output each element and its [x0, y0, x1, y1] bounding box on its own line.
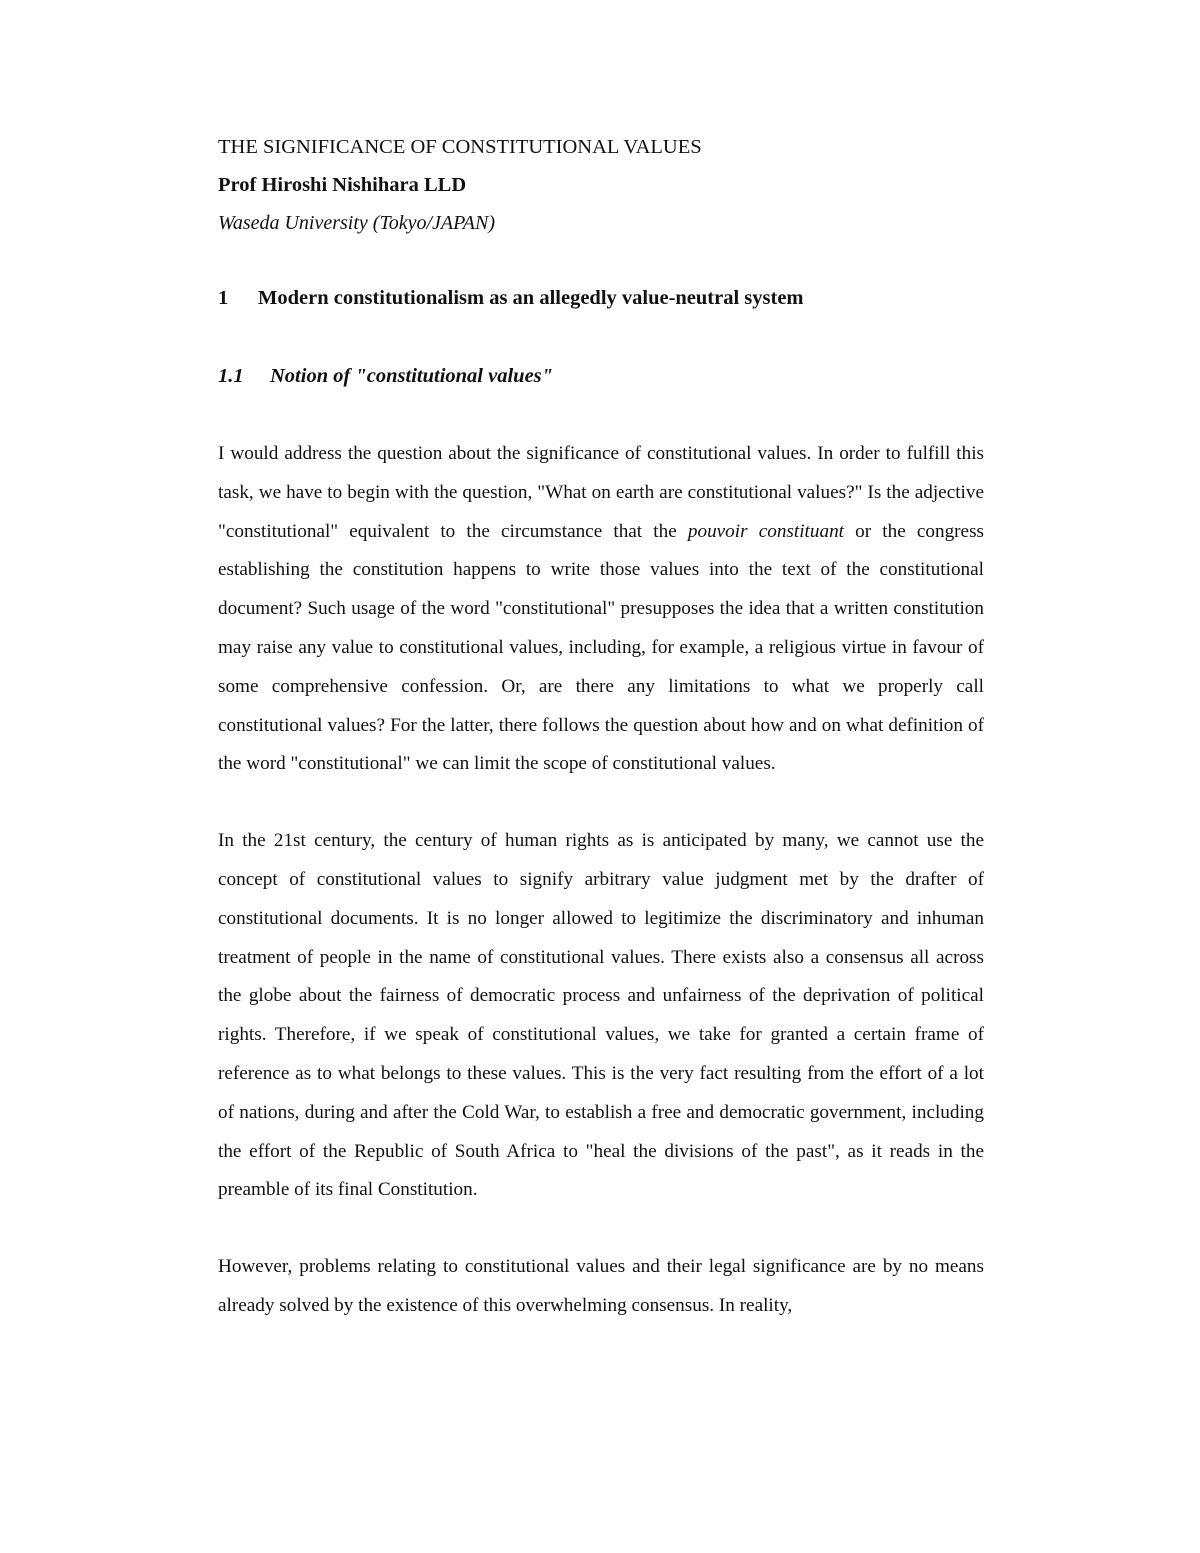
body-paragraph-2: In the 21st century, the century of human rights as is anticipated by many, we cannot use the concept of constitutional values to signify arbitrary value judgment met by the drafter of constitutional documents. It is no longer allowed to legitimize the discriminatory and inhuman treatment of people in the name of constitutional values. There exists also a consensus all across the globe about the fairness of democratic process and unfairness of the deprivation of political rights. Therefore, if we speak of constitutional values, we take for granted a certain frame of reference as to what belongs to these values. This is the very fact resulting from the effort of a lot of nations, during and after the Cold War, to establish a free and democratic government, including the effort of the Republic of South Africa to "heal the divisions of the past", as it reads in the preamble of its final Constitution.	[218, 830, 984, 1201]
section-number: 1	[218, 287, 229, 309]
author-affiliation: Waseda University (Tokyo/JAPAN)	[218, 212, 496, 234]
paragraph-1-text-start: I would address the question about the significance of constitutional values. In order to fulfill this task, we have to begin with the question, "What on earth are constitutional values?" Is the adjective "constitutional" equivalent to the circumstance that the	[218, 443, 984, 542]
author-name: Prof Hiroshi Nishihara LLD	[218, 174, 467, 196]
section-title: Modern constitutionalism as an allegedly value-neutral system	[258, 287, 804, 309]
paragraph-1-emphasis: pouvoir constituant	[687, 520, 844, 542]
subsection-number: 1.1	[218, 365, 244, 387]
body-paragraph-3: However, problems relating to constitutional values and their legal significance are by no means already solved by the existence of this overwhelming consensus. In reality,	[218, 1256, 984, 1316]
subsection-title: Notion of "constitutional values"	[270, 365, 554, 387]
body-paragraph-1	[218, 435, 984, 784]
document-page	[218, 128, 984, 1326]
document-title: THE SIGNIFICANCE OF CONSTITUTIONAL VALUES	[218, 136, 702, 158]
subsection-heading	[218, 357, 984, 395]
paragraph-1-text-end: or the congress establishing the constitution happens to write those values into the text of the constitutional document? Such usage of the word "constitutional" presupposes the idea that a written constitution may raise any value to constitutional values, including, for example, a religious virtue in favour of some comprehensive confession. Or, are there any limitations to what we properly call constitutional values? For the latter, there follows the question about how and on what definition of the word "constitutional" we can limit the scope of constitutional values.	[218, 520, 985, 775]
section-heading	[218, 279, 984, 317]
